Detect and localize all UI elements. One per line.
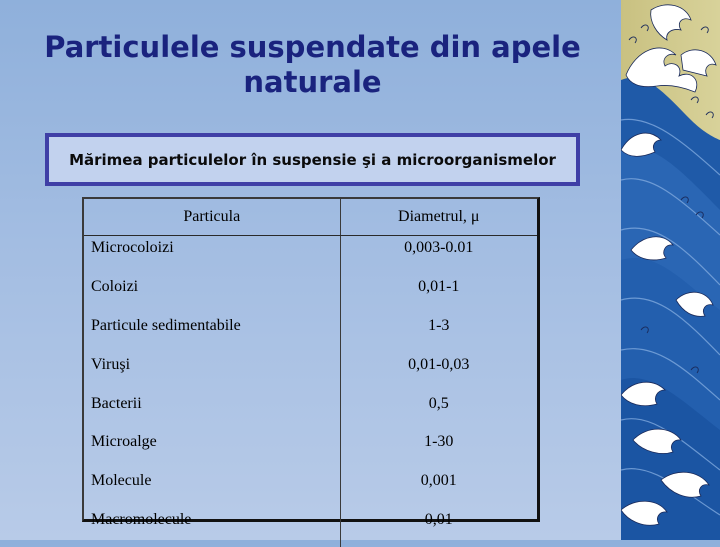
cell-particle: Viruşi bbox=[91, 355, 131, 373]
header-particle: Particula bbox=[84, 199, 340, 236]
cell-diameter: 0,01-1 bbox=[340, 275, 537, 314]
header-diameter: Diametrul, μ bbox=[340, 199, 537, 236]
cell-diameter: 0,003-0.01 bbox=[340, 236, 537, 275]
cell-diameter: 1-3 bbox=[340, 314, 537, 353]
cell-particle: Macromolecule bbox=[91, 511, 192, 529]
table-row bbox=[84, 314, 537, 353]
table-row bbox=[84, 275, 537, 314]
cell-particle: Bacterii bbox=[91, 394, 142, 412]
table bbox=[84, 199, 537, 547]
subtitle-box bbox=[45, 133, 580, 186]
table-header-row bbox=[84, 199, 537, 236]
cell-diameter: 0,5 bbox=[340, 392, 537, 431]
wave-illustration-icon bbox=[621, 0, 720, 540]
cell-particle: Microcoloizi bbox=[91, 239, 174, 256]
table-row bbox=[84, 353, 537, 392]
table-row bbox=[84, 430, 537, 469]
cell-diameter: 0,01-0,03 bbox=[340, 353, 537, 392]
cell-particle: Molecule bbox=[91, 472, 152, 490]
slide-title: Particulele suspendate din apele naturale bbox=[44, 30, 581, 99]
table-row bbox=[84, 236, 537, 275]
cell-diameter: 0,001 bbox=[340, 469, 537, 508]
cell-particle: Particule sedimentabile bbox=[91, 316, 241, 334]
wave-art bbox=[621, 0, 720, 540]
table-row bbox=[84, 392, 537, 431]
particle-size-table bbox=[82, 197, 540, 529]
cell-diameter: 0,01 bbox=[340, 508, 537, 547]
table-row bbox=[84, 469, 537, 508]
table-row bbox=[84, 508, 537, 547]
subtitle-text: Mărimea particulelor în suspensie şi a microorganismelor bbox=[69, 150, 556, 169]
cell-particle: Microalge bbox=[91, 433, 157, 451]
cell-particle: Coloizi bbox=[91, 277, 139, 295]
cell-diameter: 1-30 bbox=[340, 430, 537, 469]
